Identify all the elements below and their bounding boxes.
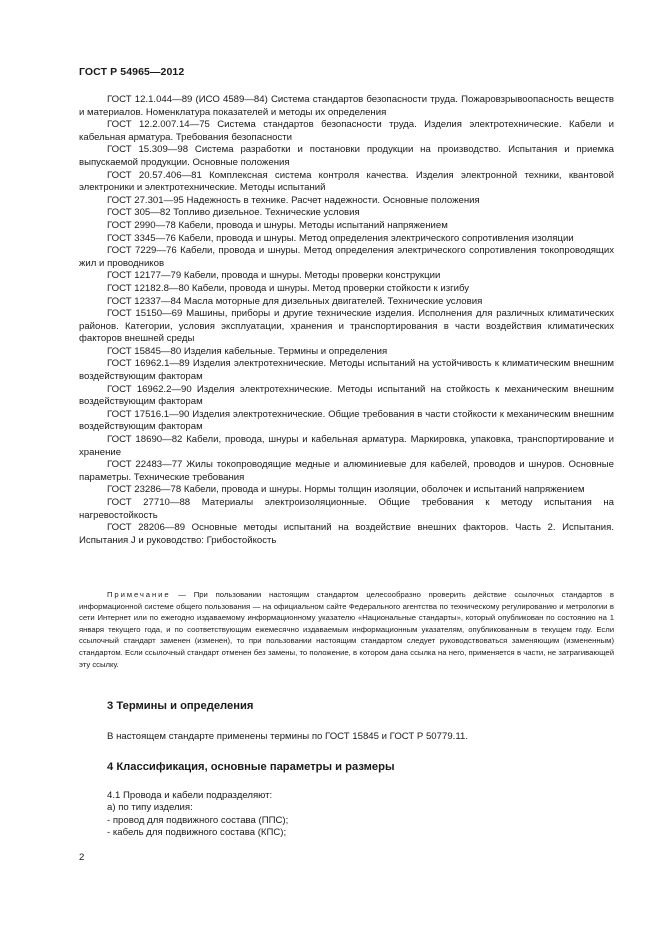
classification-line: а) по типу изделия: [107, 802, 193, 814]
reference-item: ГОСТ 16962.1—89 Изделия электротехнические. Методы испытаний на устойчивость к климатическим внешним воздействующим факторам [79, 358, 614, 383]
page-header-standard-number: ГОСТ Р 54965—2012 [79, 66, 185, 78]
reference-item: ГОСТ 27710—88 Материалы электроизоляционные. Общие требования к методу испытания на нагревостойкость [79, 497, 614, 521]
reference-item: ГОСТ 15845—80 Изделия кабельные. Термины и определения [107, 345, 388, 357]
normative-references-list [79, 94, 614, 547]
reference-item: ГОСТ 7229—76 Кабели, провода и шнуры. Метод определения электрического сопротивления токопроводящих жил и проводников [79, 245, 614, 269]
reference-item: ГОСТ 12337—84 Масла моторные для дизельных двигателей. Технические условия [107, 295, 483, 307]
reference-item: ГОСТ 3345—76 Кабели, провода и шнуры. Метод определения электрического сопротивления изоляции [107, 232, 574, 244]
page-number: 2 [79, 852, 85, 863]
note-text: — При пользовании настоящим стандартом целесообразно проверить действие ссылочных стандартов в информационной системе общего пользования — на официальном сайте Федерального агентства по техническому регулированию и метрологии в сети Интернет или по ежегодно издаваемому информационному указателю «Национальные стандарты», который опубликован по состоянию на 1 января текущего года, и по соответствующим ежемесячно издаваемым информационным указателям, опубликованным в текущем году. Если ссылочный стандарт заменен (изменен), то при пользовании настоящим стандартом следует руководствоваться заменяющим (измененным) стандартом. Если ссылочный стандарт отменен без замены, то положение, в котором дана ссылка на него, применяется в части, не затрагивающей эту ссылку. [79, 590, 614, 669]
reference-item: ГОСТ 15.309—98 Система разработки и постановки продукции на производство. Испытания и приемка выпускаемой продукции. Основные положения [79, 144, 614, 168]
section-3-paragraph: В настоящем стандарте применены термины по ГОСТ 15845 и ГОСТ Р 50779.11. [107, 731, 468, 742]
reference-item: ГОСТ 27.301—95 Надежность в технике. Расчет надежности. Основные положения [107, 194, 480, 206]
reference-item: ГОСТ 12182.8—80 Кабели, провода и шнуры. Метод проверки стойкости к изгибу [107, 282, 470, 294]
reference-item: ГОСТ 12.1.044—89 (ИСО 4589—84) Система стандартов безопасности труда. Пожаровзрывоопасность веществ и материалов. Номенклатура показателей и методы их определения [79, 94, 614, 118]
classification-line: 4.1 Провода и кабели подразделяют: [107, 790, 273, 801]
section-4-body [79, 790, 614, 839]
reference-item: ГОСТ 17516.1—90 Изделия электротехнические. Общие требования в части стойкости к механическим внешним воздействующим факторам [79, 408, 614, 433]
note-label: Примечание [107, 590, 171, 599]
reference-item: ГОСТ 16962.2—90 Изделия электротехнические. Методы испытаний на стойкость к механическим внешним воздействующим факторам [79, 383, 614, 408]
classification-line: - провод для подвижного состава (ППС); [107, 814, 289, 826]
reference-item: ГОСТ 305—82 Топливо дизельное. Технические условия [107, 207, 360, 219]
reference-item: ГОСТ 18690—82 Кабели, провода, шнуры и кабельная арматура. Маркировка, упаковка, транспортирование и хранение [79, 434, 614, 458]
references-note [79, 589, 614, 670]
reference-item: ГОСТ 12.2.007.14—75 Система стандартов безопасности труда. Изделия электротехнические. Кабели и кабельная арматура. Требования безопасности [79, 119, 614, 143]
reference-item: ГОСТ 28206—89 Основные методы испытаний на воздействие внешних факторов. Часть 2. Испытания. Испытания J и руководство: Грибостойкость [79, 522, 614, 546]
reference-item: ГОСТ 22483—77 Жилы токопроводящие медные и алюминиевые для кабелей, проводов и шнуров. Основные параметры. Технические требования [79, 459, 614, 483]
section-4-heading: 4 Классификация, основные параметры и размеры [107, 761, 395, 773]
reference-item: ГОСТ 12177—79 Кабели, провода и шнуры. Методы проверки конструкции [107, 270, 441, 282]
classification-line: - кабель для подвижного состава (КПС); [107, 826, 287, 838]
reference-item: ГОСТ 23286—78 Кабели, провода и шнуры. Нормы толщин изоляции, оболочек и испытаний напряжением [107, 484, 585, 496]
reference-item: ГОСТ 2990—78 Кабели, провода и шнуры. Методы испытаний напряжением [107, 219, 448, 231]
reference-item: ГОСТ 15150—69 Машины, приборы и другие технические изделия. Исполнения для различных климатических районов. Категории, условия эксплуатации, хранения и транспортирования в части воздействия климатических факторов внешней среды [79, 308, 614, 345]
section-3-heading: 3 Термины и определения [107, 700, 254, 712]
reference-item: ГОСТ 20.57.406—81 Комплексная система контроля качества. Изделия электронной техники, квантовой электроники и электротехнические. Методы испытаний [79, 169, 614, 194]
